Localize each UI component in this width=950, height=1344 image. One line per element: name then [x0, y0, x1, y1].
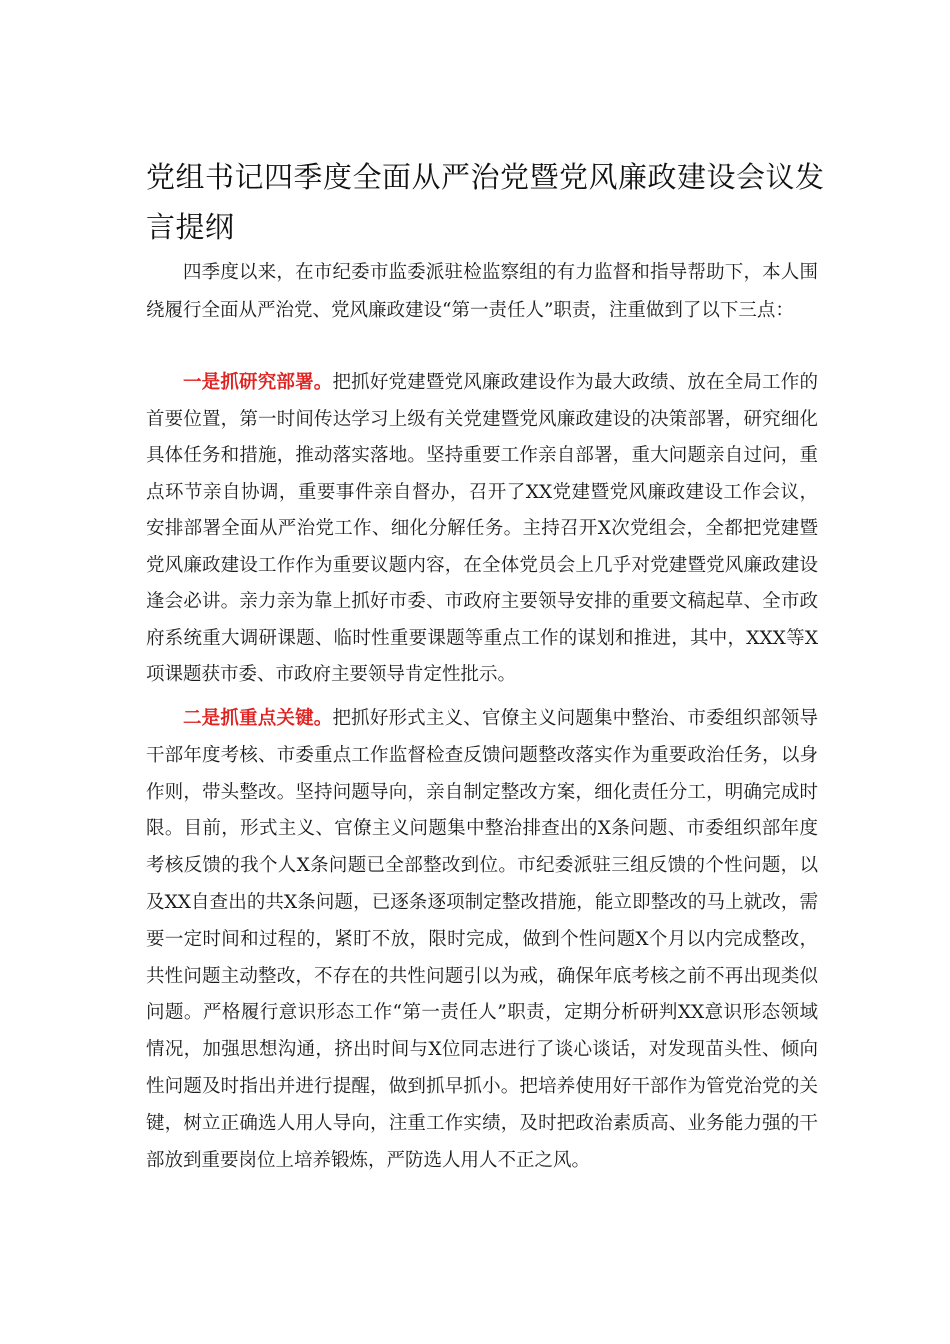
section-text-1: 把抓好党建暨党风廉政建设作为最大政绩、放在全局工作的首要位置，第一时间传达学习上级有关党建暨党风廉政建设的决策部署，研究细化具体任务和措施，推动落实落地。坚持重要工作亲自部署，重大问题亲自过问，重点环节亲自协调，重要事件亲自督办，召开了XX党建暨党风廉政建设工作会议，安排部署全面从严治党工作、细化分解任务。主持召开X次党组会，全都把党建暨党风廉政建设工作作为重要议题内容，在全体党员会上几乎对党建暨党风廉政建设逢会必讲。亲力亲为靠上抓好市委、市政府主要领导安排的重要文稿起草、全市政府系统重大调研课题、临时性重要课题等重点工作的谋划和推进，其中，XXX等X项课题获市委、市政府主要领导肯定性批示。: [146, 372, 818, 685]
intro-paragraph: 四季度以来，在市纪委市监委派驻检监察组的有力监督和指导帮助下，本人围绕履行全面从严治党、党风廉政建设“第一责任人”职责，注重做到了以下三点：: [146, 262, 818, 321]
section-lead-2: 二是抓重点关键。: [183, 708, 333, 729]
section-lead-1: 一是抓研究部署。: [183, 372, 333, 393]
section-text-2: 把抓好形式主义、官僚主义问题集中整治、市委组织部领导干部年度考核、市委重点工作监督检查反馈问题整改落实作为重要政治任务，以身作则，带头整改。坚持问题导向，亲自制定整改方案，细化责任分工，明确完成时限。目前，形式主义、官僚主义问题集中整治排查出的X条问题、市委组织部年度考核反馈的我个人X条问题已全部整改到位。市纪委派驻三组反馈的个性问题，以及XX自查出的共X条问题，已逐条逐项制定整改措施，能立即整改的马上就改，需要一定时间和过程的，紧盯不放，限时完成，做到个性问题X个月以内完成整改，共性问题主动整改，不存在的共性问题引以为戒，确保年底考核之前不再出现类似问题。严格履行意识形态工作“第一责任人”职责，定期分析研判XX意识形态领域情况，加强思想沟通，挤出时间与X位同志进行了谈心谈话，对发现苗头性、倾向性问题及时指出并进行提醒，做到抓早抓小。把培养使用好干部作为管党治党的关键，树立正确选人用人导向，注重工作实绩，及时把政治素质高、业务能力强的干部放到重要岗位上培养锻炼，严防选人用人不正之风。: [146, 708, 818, 1171]
section-paragraph-1: [146, 365, 818, 694]
section-paragraph-2: [146, 701, 818, 1179]
page-title: 党组书记四季度全面从严治党暨党风廉政建设会议发言提纲: [146, 160, 825, 244]
